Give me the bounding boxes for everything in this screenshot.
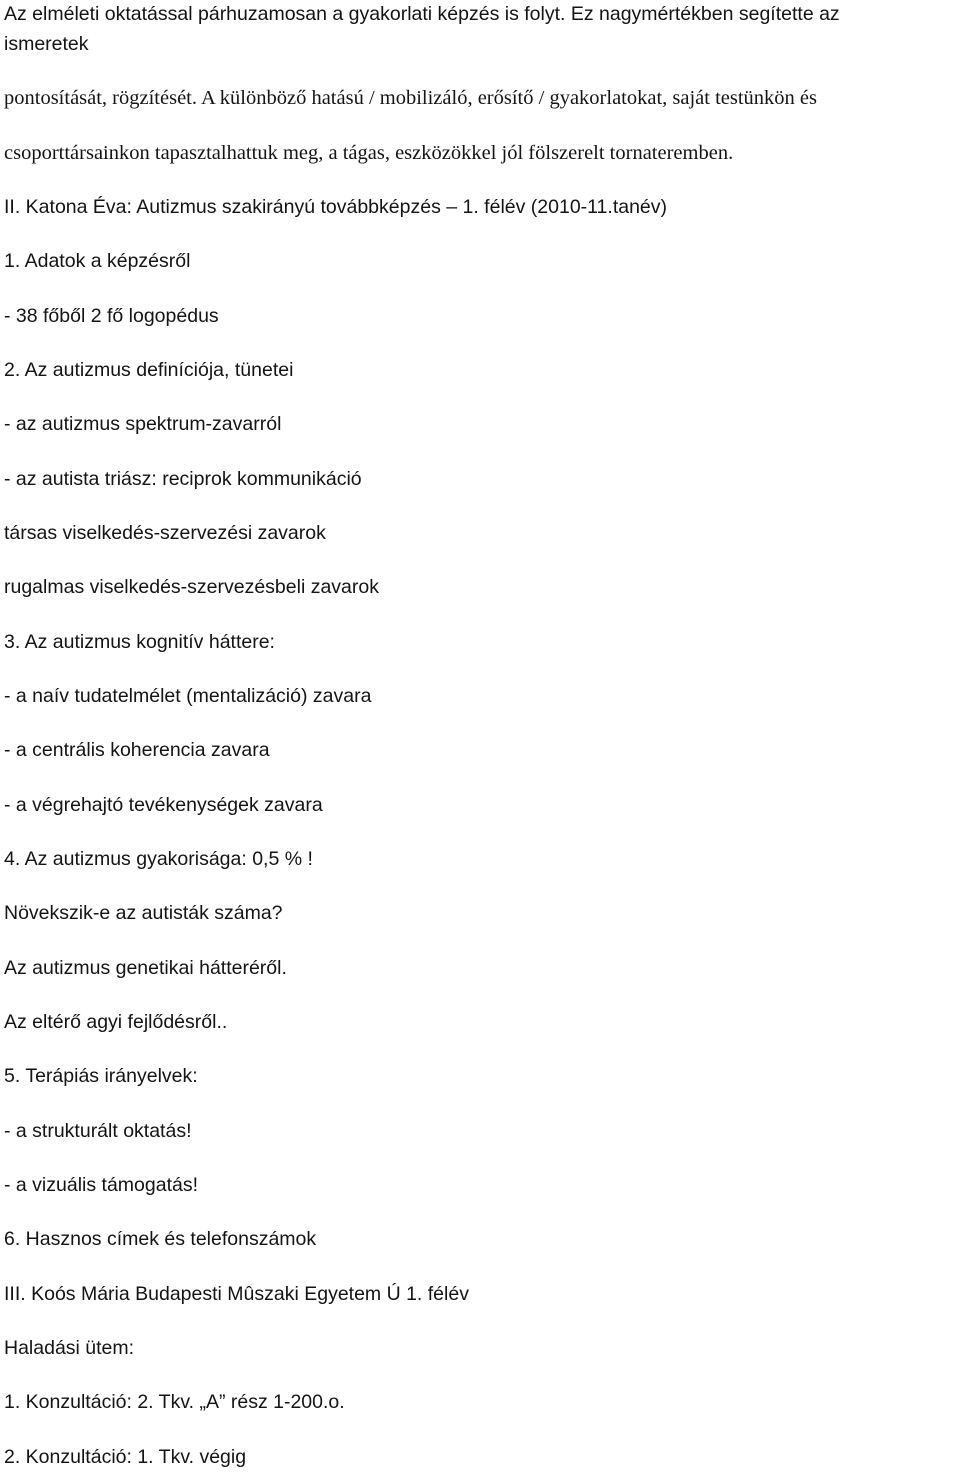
list-item: rugalmas viselkedés-szervezésbeli zavarok	[4, 576, 379, 598]
list-item: - a strukturált oktatás!	[4, 1120, 192, 1142]
list-item: - az autizmus spektrum-zavarról	[4, 413, 282, 435]
list-heading: 5. Terápiás irányelvek:	[4, 1065, 198, 1087]
section-heading: II. Katona Éva: Autizmus szakirányú továbbképzés – 1. félév (2010-11.tanév)	[4, 196, 668, 218]
paragraph-line: ismeretek	[4, 33, 89, 55]
paragraph-line: csoporttársainkon tapasztalhattuk meg, a tágas, eszközökkel jól fölszerelt tornateremben.	[4, 142, 734, 164]
list-item: Az autizmus genetikai hátteréről.	[4, 957, 287, 979]
paragraph-line: Az elméleti oktatással párhuzamosan a gyakorlati képzés is folyt. Ez nagymértékben segítette az	[4, 3, 840, 25]
list-item: Növekszik-e az autisták száma?	[4, 902, 283, 924]
list-heading: 3. Az autizmus kognitív háttere:	[4, 631, 275, 653]
section-heading: III. Koós Mária Budapesti Mûszaki Egyetem Ú 1. félév	[4, 1283, 469, 1305]
list-heading: Haladási ütem:	[4, 1337, 135, 1359]
list-item: - a végrehajtó tevékenységek zavara	[4, 794, 323, 816]
list-item: társas viselkedés-szervezési zavarok	[4, 522, 326, 544]
list-heading: 4. Az autizmus gyakorisága: 0,5 % !	[4, 848, 313, 870]
list-item: - 38 főből 2 fő logopédus	[4, 305, 219, 327]
list-item: - a centrális koherencia zavara	[4, 739, 270, 761]
list-heading: 6. Hasznos címek és telefonszámok	[4, 1228, 317, 1250]
list-item: Az eltérő agyi fejlődésről..	[4, 1011, 228, 1033]
list-item: - a naív tudatelmélet (mentalizáció) zavara	[4, 685, 372, 707]
list-item: 2. Konzultáció: 1. Tkv. végig	[4, 1446, 247, 1468]
paragraph-line: pontosítását, rögzítését. A különböző hatású / mobilizáló, erősítő / gyakorlatokat, saját testünkön és	[4, 87, 818, 109]
list-heading: 2. Az autizmus definíciója, tünetei	[4, 359, 294, 381]
list-heading: 1. Adatok a képzésről	[4, 250, 191, 272]
list-item: - az autista triász: reciprok kommunikáció	[4, 468, 362, 490]
list-item: 1. Konzultáció: 2. Tkv. „A” rész 1-200.o.	[4, 1391, 345, 1413]
list-item: - a vizuális támogatás!	[4, 1174, 199, 1196]
